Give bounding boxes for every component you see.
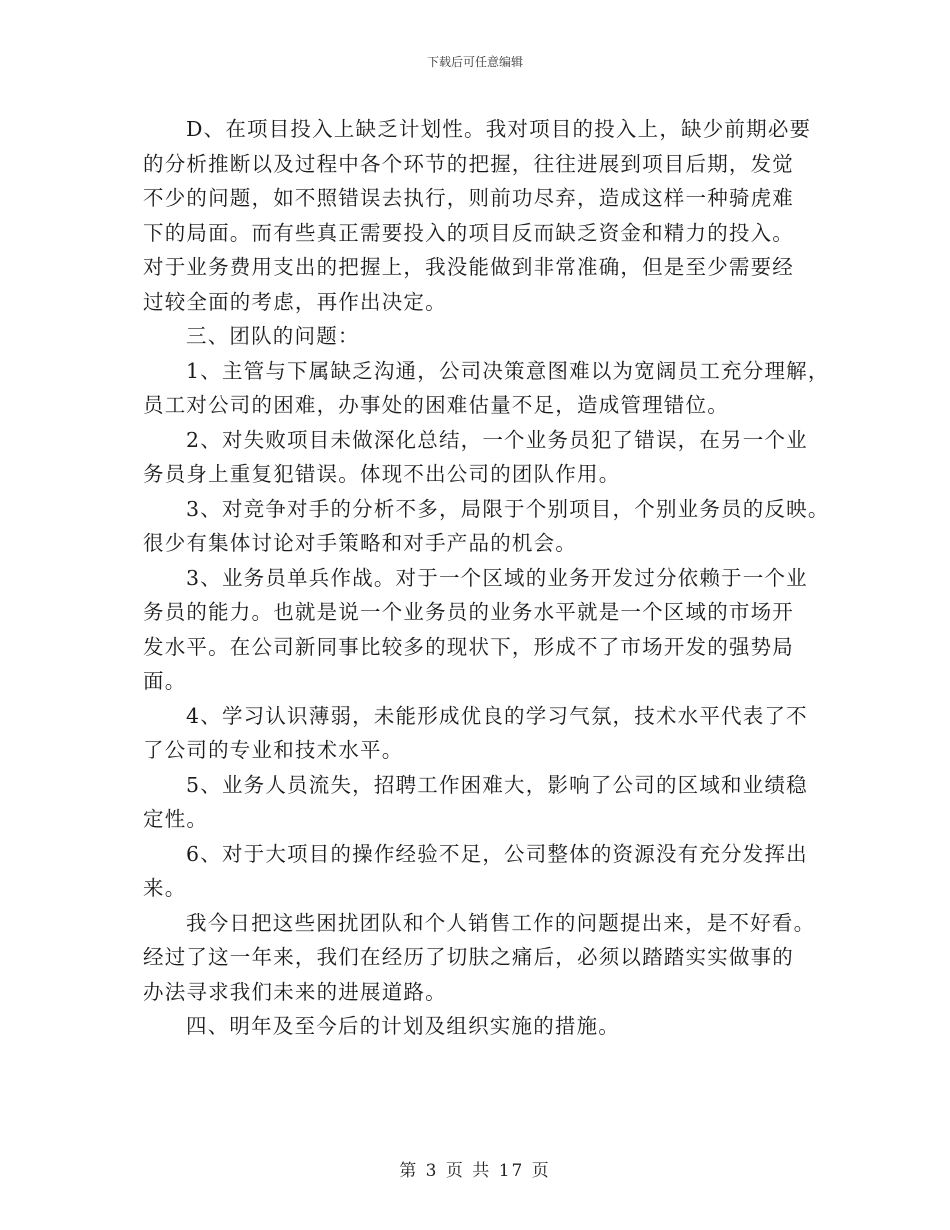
- text-line: 三、团队的问题：: [186, 324, 360, 348]
- text-line: 对于业务费用支出的把握上，我没能做到非常准确，但是至少需要经: [143, 255, 794, 279]
- text-line: 发水平。在公司新同事比较多的现状下，形成不了市场开发的强势局: [143, 634, 794, 659]
- text-line: 务员身上重复犯错误。体现不出公司的团队作用。: [143, 462, 621, 486]
- text-line: 定性。: [143, 807, 209, 831]
- text-line: 3、对竞争对手的分析不多，局限于个别项目，个别业务员的反映。: [186, 496, 830, 521]
- text-line: 下的局面。而有些真正需要投入的项目反而缺乏资金和精力的投入。: [143, 220, 794, 245]
- text-line: 很少有集体讨论对手策略和对手产品的机会。: [143, 531, 577, 555]
- text-line: 我今日把这些困扰团队和个人销售工作的问题提出来，是不好看。: [186, 910, 816, 935]
- text-line: 3、业务员单兵作战。对于一个区域的业务开发过分依赖于一个业: [186, 565, 808, 590]
- text-line: 办法寻求我们未来的进展道路。: [143, 979, 447, 1004]
- text-line: 面。: [143, 669, 187, 693]
- text-line: 4、学习认识薄弱，未能形成优良的学习气氛，技术水平代表了不: [186, 703, 808, 728]
- text-line: 不少的问题，如不照错误去执行，则前功尽弃，造成这样一种骑虎难: [143, 186, 794, 210]
- text-line: 来。: [143, 876, 187, 900]
- text-line: 6、对于大项目的操作经验不足，公司整体的资源没有充分发挥出: [186, 841, 808, 866]
- text-line: 员工对公司的困难，办事处的困难估量不足，造成管理错位。: [143, 393, 729, 417]
- text-line: 5、业务人员流失，招聘工作困难大，影响了公司的区域和业绩稳: [186, 772, 808, 797]
- text-line: 过较全面的考虑，再作出决定。: [143, 289, 447, 314]
- text-line: 的分析推断以及过程中各个环节的把握，往往进展到项目后期，发觉: [143, 151, 794, 176]
- document-body: [143, 112, 830, 1044]
- text-line: 了公司的专业和技术水平。: [143, 738, 404, 762]
- page-header: 下载后可任意编辑: [426, 55, 523, 69]
- text-line: 务员的能力。也就是说一个业务员的业务水平就是一个区域的市场开: [143, 600, 794, 624]
- text-line: 1、主管与下属缺乏沟通，公司决策意图难以为宽阔员工充分理解，: [186, 358, 830, 383]
- text-line: D、在项目投入上缺乏计划性。我对项目的投入上，缺少前期必要: [186, 117, 812, 141]
- text-line: 2、对失败项目未做深化总结，一个业务员犯了错误，在另一个业: [186, 427, 808, 452]
- text-line: 四、明年及至今后的计划及组织实施的措施。: [186, 1014, 620, 1038]
- page-footer: 第 3 页 共 17 页: [399, 1161, 551, 1181]
- text-line: 经过了这一年来，我们在经历了切肤之痛后，必须以踏踏实实做事的: [143, 945, 794, 969]
